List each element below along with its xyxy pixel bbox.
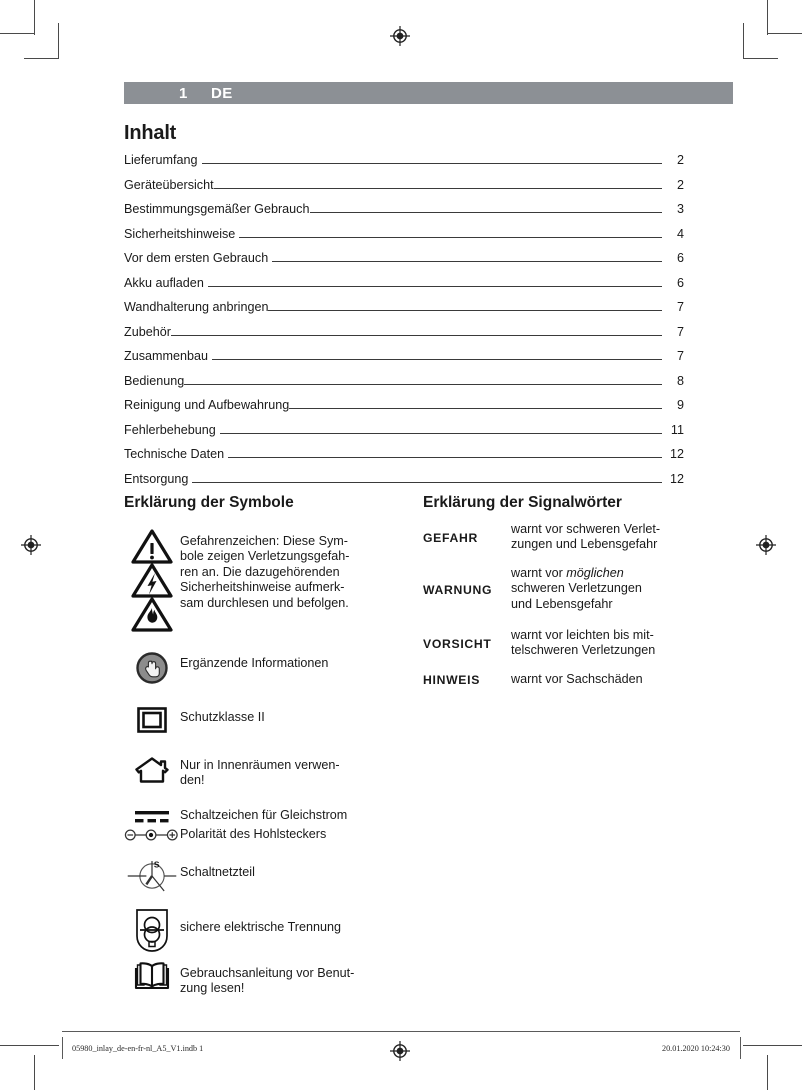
toc-entry-label: Zusammenbau [124,349,208,363]
footer-filename: 05980_inlay_de-en-fr-nl_A5_V1.indb 1 [72,1044,204,1053]
toc-entry[interactable] [124,251,684,276]
toc-entry[interactable] [124,202,684,227]
crop-mark-top-left-v [34,0,35,35]
signalword-description: warnt vor leichten bis mit- telschweren Verletzungen [511,628,656,658]
signalword-row [423,522,703,553]
switching-power-supply-icon [124,856,180,896]
symbol-description: Gebrauchsanleitung vor Benut- zung lesen! [180,966,355,996]
registration-mark-bottom [389,1040,411,1062]
signalword-row [423,672,703,687]
hollow-plug-polarity-icon [124,827,180,843]
svg-text:S: S [153,859,160,870]
toc-entry-label: Wandhalterung anbringen [124,300,269,314]
toc-entry-page-number: 6 [676,251,684,265]
toc-entry-page-number: 7 [676,300,684,314]
registration-mark-top [389,25,411,47]
signalwords-section-heading: Erklärung der Signalwörter [423,494,622,511]
signalword-row [423,566,703,612]
toc-entry[interactable] [124,472,684,497]
toc-entry-label: Akku aufladen [124,275,204,290]
toc-entry[interactable] [124,398,684,423]
signalword-label: HINWEIS [423,673,481,687]
toc-entry-page-number: 6 [676,275,684,290]
warning-triangles-hazard [130,528,174,634]
toc-entry-page-number: 7 [676,349,684,363]
crop-mark-top-left-h [0,33,35,34]
signalword-description: warnt vor schweren Verlet- zungen und Lebensgefahr [511,522,661,552]
toc-entry-label: Reinigung und Aufbewahrung [124,398,290,412]
symbol-icon-wrapper [124,704,180,736]
symbol-icon-wrapper [124,756,180,789]
symbol-list-item [124,704,265,736]
toc-entry-page-number: 12 [669,471,684,486]
toc-entry-page-number: 7 [676,324,684,339]
toc-leader-line [184,384,662,385]
double-square-class-ii-icon [136,704,168,736]
symbol-list-item [124,528,349,634]
toc-leader-line [228,457,662,458]
symbols-section-heading: Erklärung der Symbole [124,494,294,511]
footer-tick-right [740,1037,741,1059]
symbol-list-item [124,908,341,954]
symbol-description: sichere elektrische Trennung [180,920,342,934]
signalword-label: GEFAHR [423,531,478,545]
symbol-description: Schaltnetzteil [180,865,255,879]
toc-leader-line [171,335,662,336]
symbol-icon-wrapper [124,528,180,634]
signalword-description: warnt vor möglichen schweren Verletzungen und Lebensgefahr [511,566,642,611]
symbol-icon-wrapper [124,652,180,684]
toc-leader-line [214,188,662,189]
registration-mark-left [20,534,42,556]
symbol-list-item [124,804,347,826]
symbol-description: Nur in Innenräumen verwen- den! [180,758,340,788]
crop-mark-inner-top-left-v [58,23,59,58]
toc-leader-line [220,433,662,434]
signalword-description: warnt vor Sachschäden [511,672,643,686]
toc-entry[interactable] [124,325,684,350]
toc-entry[interactable] [124,276,684,301]
crop-mark-inner-top-left-h [24,58,59,59]
direct-current-icon [133,808,171,826]
symbol-icon-wrapper [124,960,180,997]
signalword-label: WARNUNG [423,583,493,597]
crop-mark-bottom-left-v [34,1055,35,1090]
toc-entry[interactable] [124,227,684,252]
toc-leader-line [289,408,662,409]
toc-entry-page-number: 2 [676,153,684,167]
safety-isolating-transformer-icon [133,908,171,954]
footer-divider [62,1031,740,1032]
symbol-list-item [124,756,340,789]
toc-leader-line [268,310,662,311]
toc-entry[interactable] [124,349,684,374]
toc-entry-page-number: 3 [676,202,684,216]
symbol-description: Schutzklasse II [180,710,265,724]
toc-entry-page-number: 9 [676,398,684,412]
toc-entry-label: Bestimmungsgemäßer Gebrauch [124,202,310,216]
crop-mark-top-right-h [767,33,802,34]
toc-entry-label: Vor dem ersten Gebrauch [124,251,269,265]
toc-leader-line [239,237,662,238]
symbol-description: Polarität des Hohlsteckers [180,827,327,841]
toc-entry-page-number: 8 [676,373,684,388]
pointing-hand-circle-icon [136,652,168,684]
toc-entry-label: Lieferumfang [124,153,198,167]
registration-mark-right [755,534,777,556]
symbol-icon-wrapper [124,856,180,896]
page-header-bar [124,82,733,104]
symbol-description: Schaltzeichen für Gleichstrom [180,808,348,822]
symbol-list-item [124,652,328,684]
symbol-description: Ergänzende Informationen [180,656,329,670]
toc-entry[interactable] [124,300,684,325]
symbol-description: Gefahrenzeichen: Diese Sym- bole zeigen Verletzungsgefah- ren an. Die dazugehörenden Sicherheitshinweise aufmerk- sam durchlesen und befolgen. [180,534,350,610]
signalword-label: VORSICHT [423,637,492,651]
page-title: Inhalt [124,122,177,144]
open-book-icon [134,960,170,990]
crop-mark-top-right-v [767,0,768,35]
toc-entry-label: Entsorgung [124,471,189,486]
toc-entry-label: Fehlerbehebung [124,422,216,437]
symbol-list-item [124,826,326,843]
footer-tick-left [62,1037,63,1059]
toc-entry-label: Zubehör [124,324,171,339]
toc-leader-line [310,212,663,213]
toc-entry-label: Sicherheitshinweise [124,226,236,241]
toc-entry-label: Technische Daten [124,447,225,461]
crop-mark-inner-bottom-right-h [743,1045,778,1046]
toc-entry-page-number: 4 [676,226,684,241]
symbol-icon-wrapper [124,804,180,826]
toc-entry-page-number: 11 [670,422,684,437]
crop-mark-bottom-right-v [767,1055,768,1090]
toc-entry[interactable] [124,447,684,472]
toc-leader-line [192,482,662,483]
toc-entry-label: Geräteübersicht [124,177,214,192]
header-page-number: 1 [179,85,188,102]
toc-leader-line [208,286,662,287]
header-language-code: DE [211,85,233,102]
toc-entry[interactable] [124,178,684,203]
symbol-list-item [124,856,255,896]
toc-entry-page-number: 2 [676,177,684,192]
table-of-contents [124,153,684,496]
toc-leader-line [202,163,662,164]
toc-leader-line [272,261,662,262]
house-indoor-use-icon [134,756,170,784]
crop-mark-inner-top-right-h [743,58,778,59]
footer-timestamp: 20.01.2020 10:24:30 [661,1044,730,1053]
symbol-list-item [124,960,354,997]
signalword-row [423,628,703,659]
toc-leader-line [212,359,662,360]
toc-entry-page-number: 12 [669,447,684,461]
toc-entry-label: Bedienung [124,373,185,388]
crop-mark-inner-bottom-left-h [24,1045,59,1046]
toc-entry[interactable] [124,153,684,178]
toc-entry[interactable] [124,374,684,399]
symbol-icon-wrapper [124,908,180,954]
toc-entry[interactable] [124,423,684,448]
crop-mark-inner-top-right-v [743,23,744,58]
symbol-icon-wrapper [124,826,180,843]
